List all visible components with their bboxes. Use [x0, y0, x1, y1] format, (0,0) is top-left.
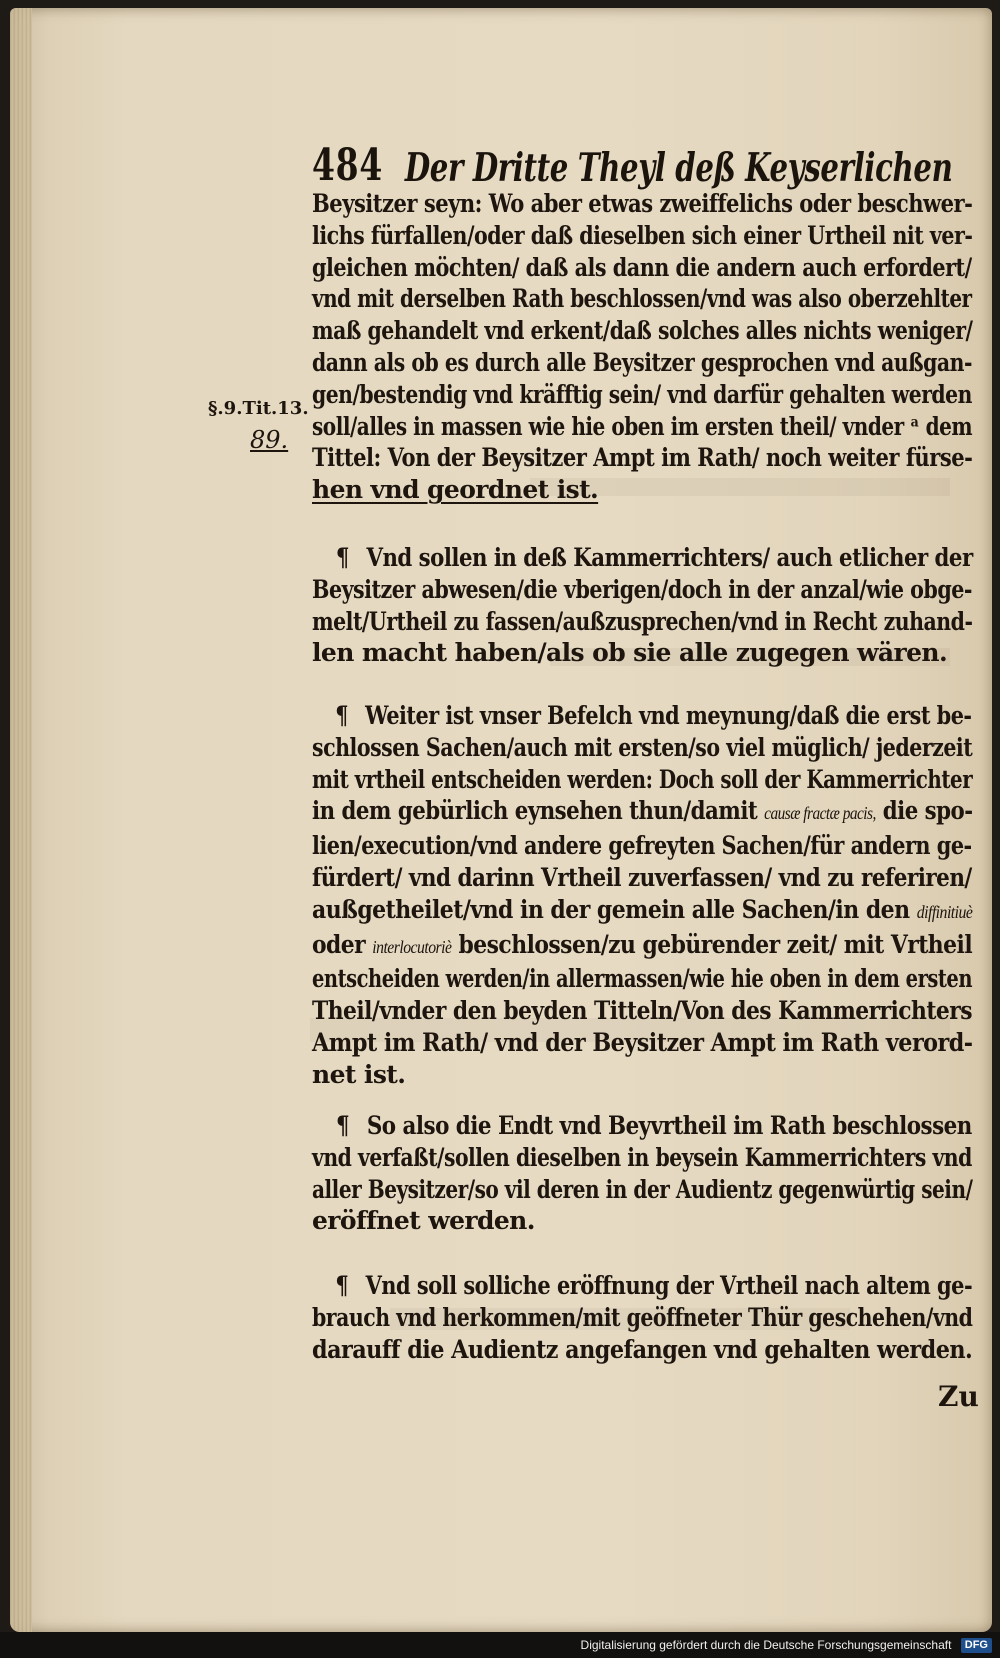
- page-edge-shading: [10, 8, 32, 1632]
- latin-phrase: diffinitiuè: [916, 901, 973, 922]
- text-line: Beysitzer seyn: Wo aber etwas zweiffelichs oder beschwer-: [312, 189, 973, 218]
- text-line: aller Beysitzer/so vil deren in der Audientz gegenwürtig sein/: [312, 1174, 973, 1204]
- paragraph-first-line: [312, 1110, 972, 1142]
- text-segment: die spo-: [875, 796, 973, 826]
- text-segment: oder: [312, 929, 366, 959]
- text-line: gleichen möchten/ daß als dann die andern auch erfordert/: [312, 252, 972, 282]
- text-line: entscheiden werden/in allermassen/wie hie oben in dem ersten: [312, 964, 973, 994]
- text-line: Beysitzer abwesen/die vberigen/doch in der anzal/wie obge-: [312, 574, 972, 604]
- text-line: darauff die Audientz angefangen vnd gehalten werden.: [312, 1334, 973, 1364]
- paragraph-first-line: [312, 542, 973, 574]
- paragraph-3: [312, 700, 972, 1091]
- paragraph-first-line: [312, 1270, 973, 1302]
- text-line: So also die Endt vnd Beyvrtheil im Rath beschlossen: [366, 1111, 972, 1140]
- text-line: Weiter ist vnser Befelch vnd meynung/daß die erst be-: [365, 701, 972, 730]
- paragraph-1: [312, 188, 972, 506]
- paragraph-5: [312, 1270, 972, 1365]
- text-line-underlined: hen vnd geordnet ist.: [312, 475, 599, 505]
- margin-handwritten-number: 89.: [250, 426, 289, 454]
- text-line: eröffnet werden.: [312, 1206, 535, 1236]
- paragraph-2: [312, 542, 972, 669]
- text-line-with-latin: [312, 894, 973, 929]
- text-line: vnd verfaßt/sollen dieselben in beysein Kammerrichters vnd: [312, 1142, 972, 1172]
- book-page: [10, 8, 992, 1632]
- text-line: Tittel: Von der Beysitzer Ampt im Rath/ noch weiter fürse-: [312, 443, 973, 473]
- pilcrow-icon: ¶: [335, 701, 348, 730]
- text-line: gen/bestendig vnd kräfftig sein/ vnd darfür gehalten werden: [312, 379, 972, 409]
- text-segment: außgetheilet/vnd in der gemein alle Sachen/in den: [312, 894, 910, 924]
- text-line: soll/alles in massen wie hie oben im ersten theil/ vnder ᵃ dem: [312, 411, 973, 441]
- latin-phrase: interlocutoriè: [372, 936, 452, 957]
- text-line: len macht haben/als ob sie alle zugegen wären.: [312, 638, 948, 668]
- page-number: 484: [312, 140, 384, 191]
- text-line: lien/execution/vnd andere gefreyten Sachen/für andern ge-: [312, 831, 972, 861]
- paragraph-4: [312, 1110, 972, 1237]
- pilcrow-icon: ¶: [335, 1111, 350, 1140]
- text-line: Theil/vnder den beyden Titteln/Von des Kammerrichters: [312, 996, 972, 1026]
- digitization-footer: [0, 1632, 1000, 1658]
- text-line: lichs fürfallen/oder daß dieselben sich einer Urtheil nit ver-: [312, 220, 973, 250]
- text-segment: beschlossen/zu gebürender zeit/ mit Vrtheil: [451, 929, 973, 959]
- catchword: Zu: [938, 1380, 979, 1413]
- text-line: Vnd soll solliche eröffnung der Vrtheil nach altem ge-: [365, 1271, 973, 1300]
- pilcrow-icon: ¶: [335, 1271, 349, 1300]
- text-line-with-latin: [312, 795, 973, 830]
- running-head-title: Der Dritte Theyl deß Keyserlichen: [404, 145, 953, 191]
- text-line: dann als ob es durch alle Beysitzer gesprochen vnd außgan-: [312, 347, 972, 377]
- paragraph-first-line: [312, 700, 972, 732]
- text-line: schlossen Sachen/auch mit ersten/so viel müglich/ jederzeit: [312, 732, 973, 762]
- text-line: brauch vnd herkommen/mit geöffneter Thür geschehen/vnd: [312, 1302, 973, 1332]
- running-header: [312, 140, 953, 194]
- latin-phrase: causæ fractæ pacis,: [764, 803, 876, 824]
- text-segment: in dem gebürlich eynsehen thun/damit: [312, 796, 758, 826]
- dfg-logo-icon: DFG: [961, 1638, 992, 1653]
- pilcrow-icon: ¶: [335, 543, 349, 572]
- footer-credit: Digitalisierung gefördert durch die Deutsche Forschungsgemeinschaft: [580, 1638, 952, 1652]
- text-line: net ist.: [312, 1059, 406, 1089]
- text-line: vnd mit derselben Rath beschlossen/vnd was also oberzehlter: [312, 284, 972, 314]
- margin-reference: §.9.Tit.13.: [208, 398, 309, 419]
- text-line-with-latin: [312, 929, 973, 964]
- text-line: fürdert/ vnd darinn Vrtheil zuverfassen/ vnd zu referiren/: [312, 862, 972, 892]
- text-line: mit vrtheil entscheiden werden: Doch soll der Kammerrichter: [312, 764, 973, 794]
- text-line: melt/Urtheil zu fassen/außzusprechen/vnd in Recht zuhand-: [312, 606, 973, 636]
- text-line: Ampt im Rath/ vnd der Beysitzer Ampt im Rath verord-: [312, 1027, 973, 1057]
- text-line: Vnd sollen in deß Kammerrichters/ auch etlicher der: [366, 543, 973, 572]
- text-line: maß gehandelt vnd erkent/daß solches alles nichts weniger/: [312, 316, 973, 346]
